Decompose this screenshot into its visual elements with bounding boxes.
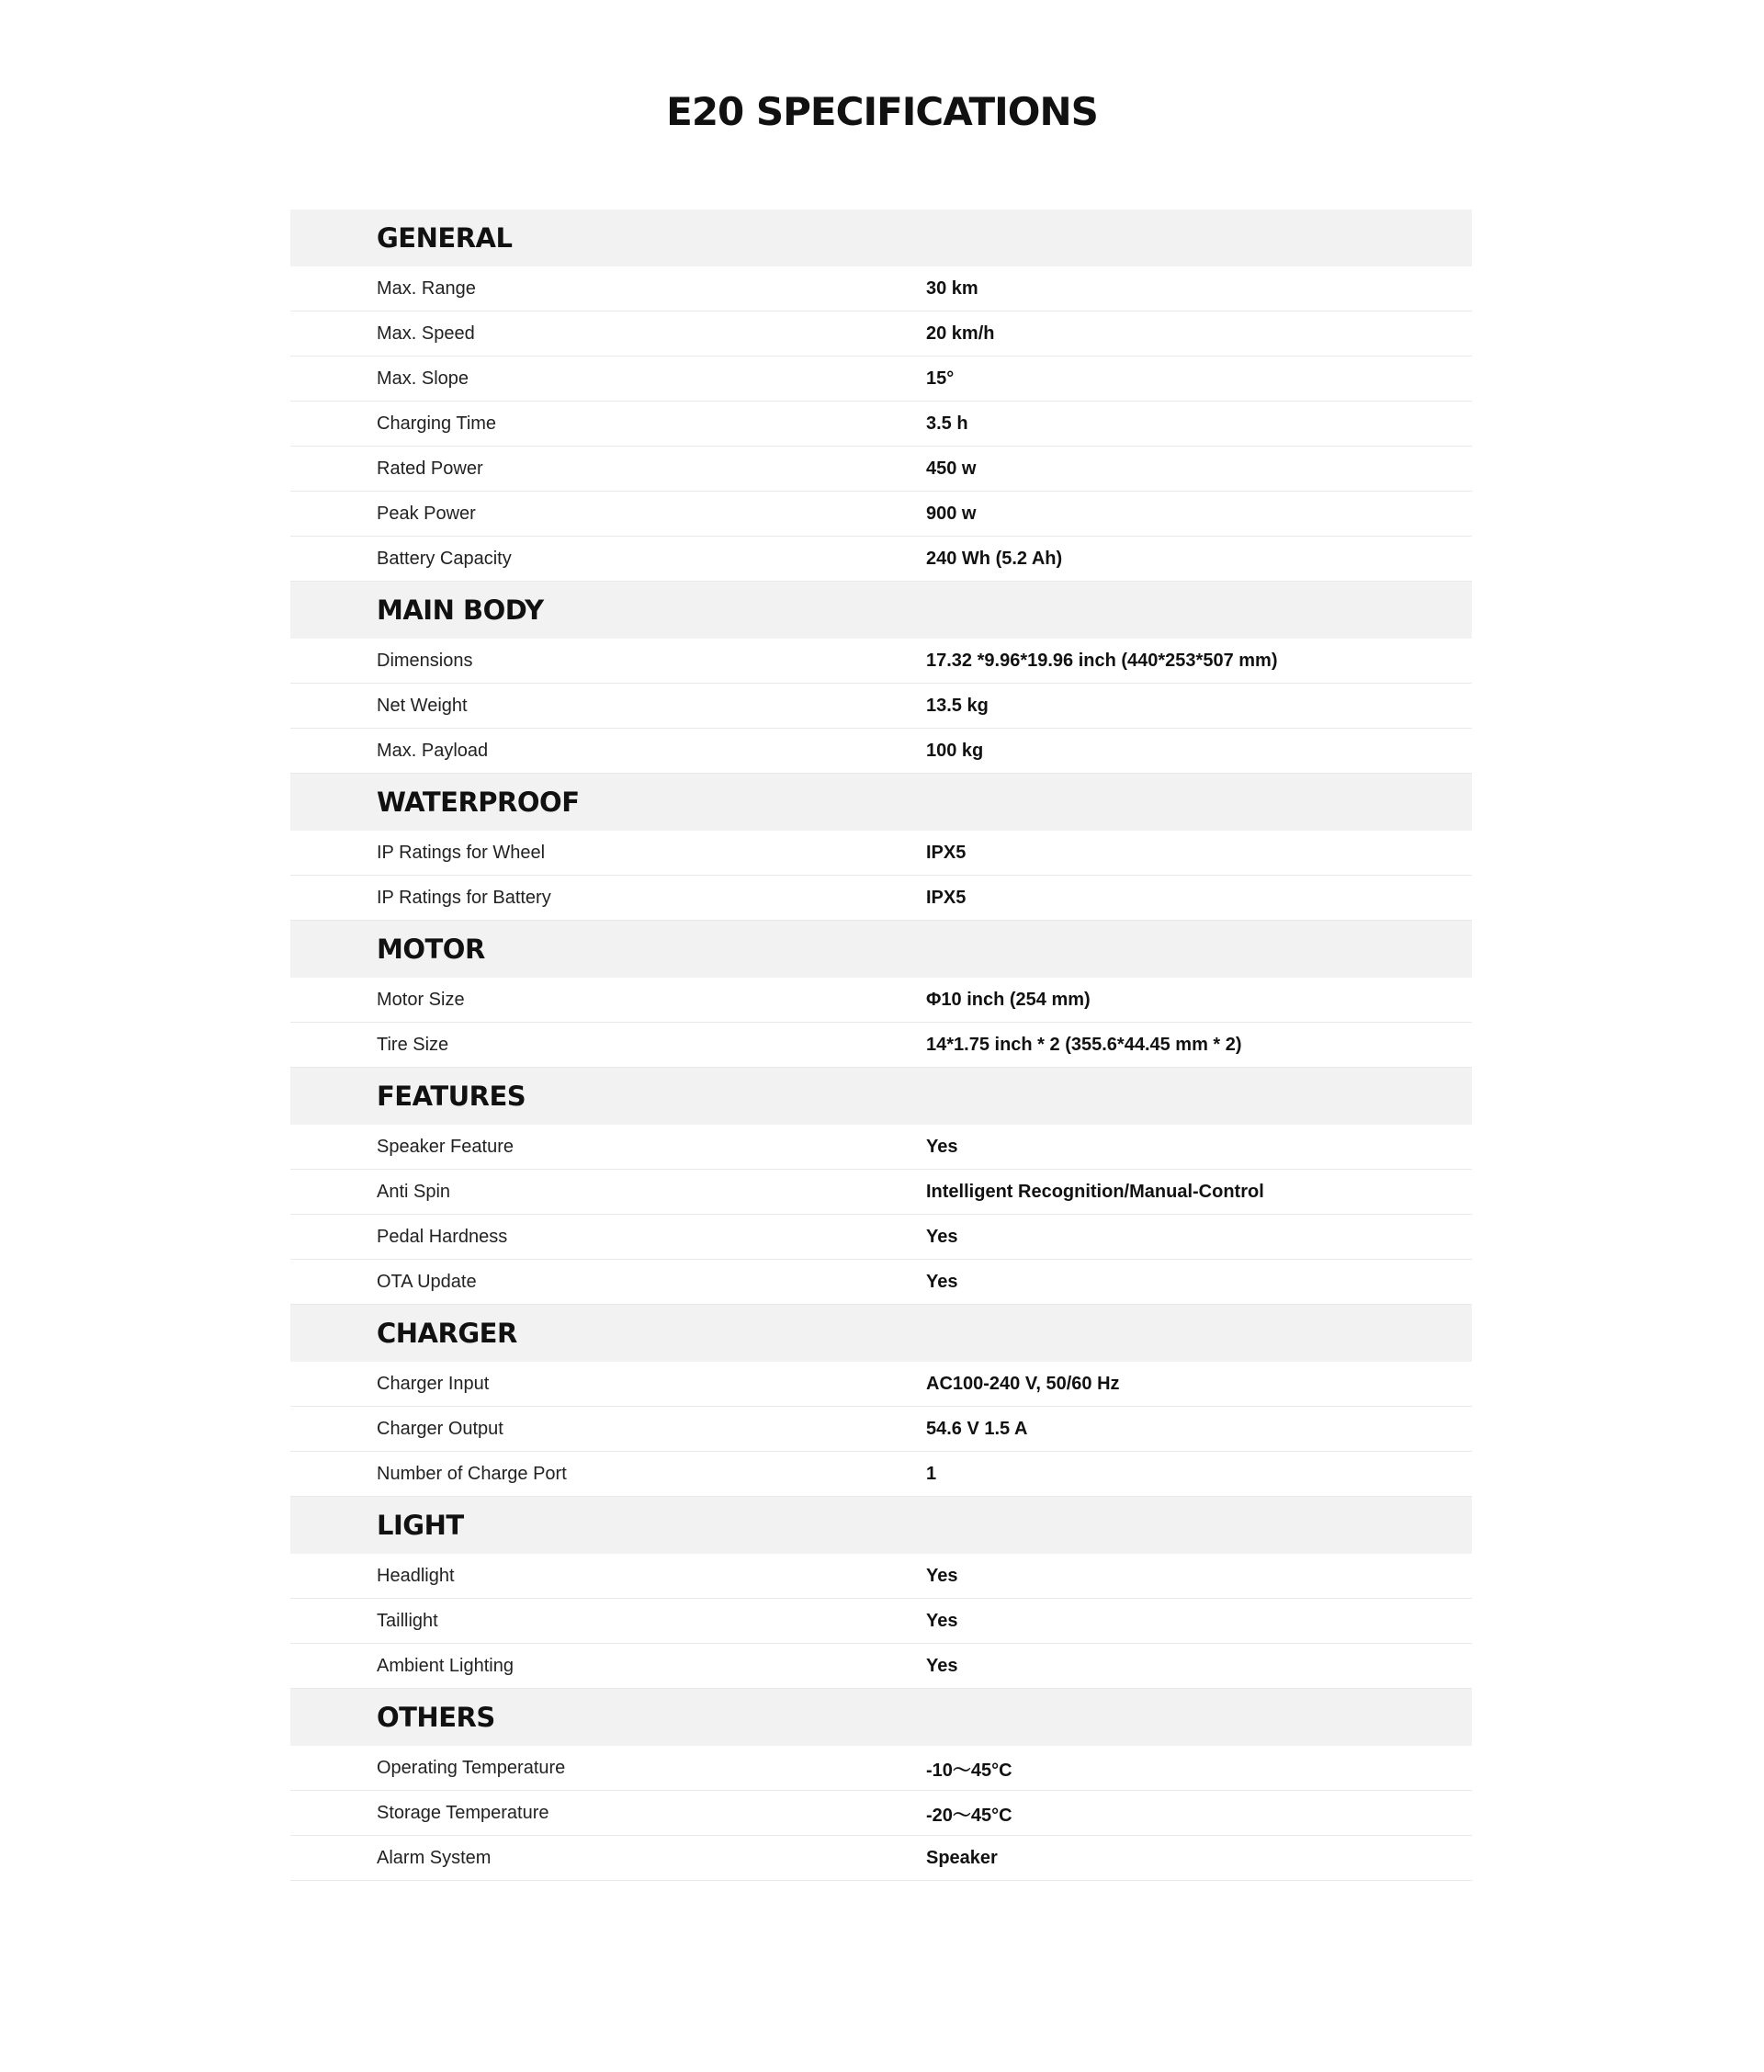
section-heading: MAIN BODY xyxy=(290,582,1472,639)
section-heading: WATERPROOF xyxy=(290,774,1472,831)
table-row xyxy=(290,1452,1472,1497)
table-row xyxy=(290,1554,1472,1599)
spec-value: Yes xyxy=(926,1271,958,1292)
spec-label: Battery Capacity xyxy=(377,548,512,569)
spec-label: Taillight xyxy=(377,1610,438,1631)
table-row xyxy=(290,402,1472,447)
spec-label: Max. Payload xyxy=(377,740,489,761)
section-heading: FEATURES xyxy=(290,1068,1472,1125)
table-row xyxy=(290,978,1472,1023)
spec-value: Intelligent Recognition/Manual-Control xyxy=(926,1181,1264,1202)
section-heading: MOTOR xyxy=(290,921,1472,978)
spec-label: Tire Size xyxy=(377,1034,449,1055)
table-row xyxy=(290,1215,1472,1260)
spec-value: 100 kg xyxy=(926,740,984,761)
spec-value: 17.32 *9.96*19.96 inch (440*253*507 mm) xyxy=(926,650,1278,671)
spec-label: Headlight xyxy=(377,1565,455,1586)
spec-value: -20～45°C xyxy=(926,1805,1012,1826)
spec-value: 14*1.75 inch * 2 (355.6*44.45 mm * 2) xyxy=(926,1034,1242,1055)
table-row xyxy=(290,876,1472,921)
table-row xyxy=(290,1407,1472,1452)
table-row xyxy=(290,1023,1472,1068)
spec-label: Max. Speed xyxy=(377,323,475,344)
table-row xyxy=(290,1170,1472,1215)
spec-value: -10～45°C xyxy=(926,1760,1012,1781)
section-heading: OTHERS xyxy=(290,1689,1472,1746)
spec-label: Operating Temperature xyxy=(377,1757,566,1778)
table-row xyxy=(290,1836,1472,1881)
spec-section-light xyxy=(290,1497,1472,1689)
spec-label: OTA Update xyxy=(377,1271,477,1292)
table-row xyxy=(290,266,1472,311)
spec-label: Charger Output xyxy=(377,1418,503,1439)
spec-label: Max. Slope xyxy=(377,368,469,389)
spec-label: Charging Time xyxy=(377,413,497,434)
spec-value: Yes xyxy=(926,1565,958,1586)
section-heading: CHARGER xyxy=(290,1305,1472,1362)
spec-label: Peak Power xyxy=(377,503,476,524)
table-row xyxy=(290,729,1472,774)
spec-label: Alarm System xyxy=(377,1847,492,1868)
spec-value: 13.5 kg xyxy=(926,695,989,716)
spec-section-motor xyxy=(290,921,1472,1068)
spec-value: 54.6 V 1.5 A xyxy=(926,1418,1028,1439)
spec-value: IPX5 xyxy=(926,887,967,908)
spec-section-main-body xyxy=(290,582,1472,774)
spec-value: 240 Wh (5.2 Ah) xyxy=(926,548,1063,569)
table-row xyxy=(290,831,1472,876)
spec-value: 30 km xyxy=(926,277,978,299)
table-row xyxy=(290,639,1472,684)
spec-section-others xyxy=(290,1689,1472,1881)
spec-value: 20 km/h xyxy=(926,323,995,344)
spec-section-charger xyxy=(290,1305,1472,1497)
spec-value: AC100-240 V, 50/60 Hz xyxy=(926,1373,1120,1394)
spec-table xyxy=(290,209,1472,1881)
table-row xyxy=(290,1746,1472,1791)
spec-section-waterproof xyxy=(290,774,1472,921)
table-row xyxy=(290,1125,1472,1170)
spec-value: 15° xyxy=(926,368,955,389)
spec-label: Net Weight xyxy=(377,695,468,716)
table-row xyxy=(290,1791,1472,1836)
table-row xyxy=(290,1362,1472,1407)
table-row xyxy=(290,1260,1472,1305)
spec-value: Φ10 inch (254 mm) xyxy=(926,989,1091,1010)
spec-value: Yes xyxy=(926,1610,958,1631)
spec-value: 450 w xyxy=(926,458,977,479)
spec-section-general xyxy=(290,209,1472,582)
table-row xyxy=(290,1599,1472,1644)
table-row xyxy=(290,311,1472,357)
spec-value: Speaker xyxy=(926,1847,998,1868)
section-heading: LIGHT xyxy=(290,1497,1472,1554)
spec-value: Yes xyxy=(926,1655,958,1676)
spec-label: Pedal Hardness xyxy=(377,1226,508,1247)
spec-label: Charger Input xyxy=(377,1373,490,1394)
section-heading: GENERAL xyxy=(290,209,1472,266)
spec-value: Yes xyxy=(926,1226,958,1247)
spec-value: 900 w xyxy=(926,503,977,524)
spec-label: Ambient Lighting xyxy=(377,1655,514,1676)
page-title: E20 SPECIFICATIONS xyxy=(666,89,1098,134)
spec-label: Max. Range xyxy=(377,277,476,299)
table-row xyxy=(290,447,1472,492)
spec-label: Motor Size xyxy=(377,989,465,1010)
spec-label: IP Ratings for Wheel xyxy=(377,842,546,863)
spec-label: Storage Temperature xyxy=(377,1802,549,1823)
spec-value: 1 xyxy=(926,1463,937,1484)
spec-section-features xyxy=(290,1068,1472,1305)
table-row xyxy=(290,492,1472,537)
spec-label: Dimensions xyxy=(377,650,473,671)
table-row xyxy=(290,1644,1472,1689)
spec-value: Yes xyxy=(926,1136,958,1157)
table-row xyxy=(290,357,1472,402)
table-row xyxy=(290,684,1472,729)
spec-label: Rated Power xyxy=(377,458,483,479)
spec-label: IP Ratings for Battery xyxy=(377,887,551,908)
spec-label: Anti Spin xyxy=(377,1181,451,1202)
spec-label: Speaker Feature xyxy=(377,1136,514,1157)
spec-value: 3.5 h xyxy=(926,413,968,434)
table-row xyxy=(290,537,1472,582)
spec-label: Number of Charge Port xyxy=(377,1463,567,1484)
spec-value: IPX5 xyxy=(926,842,967,863)
